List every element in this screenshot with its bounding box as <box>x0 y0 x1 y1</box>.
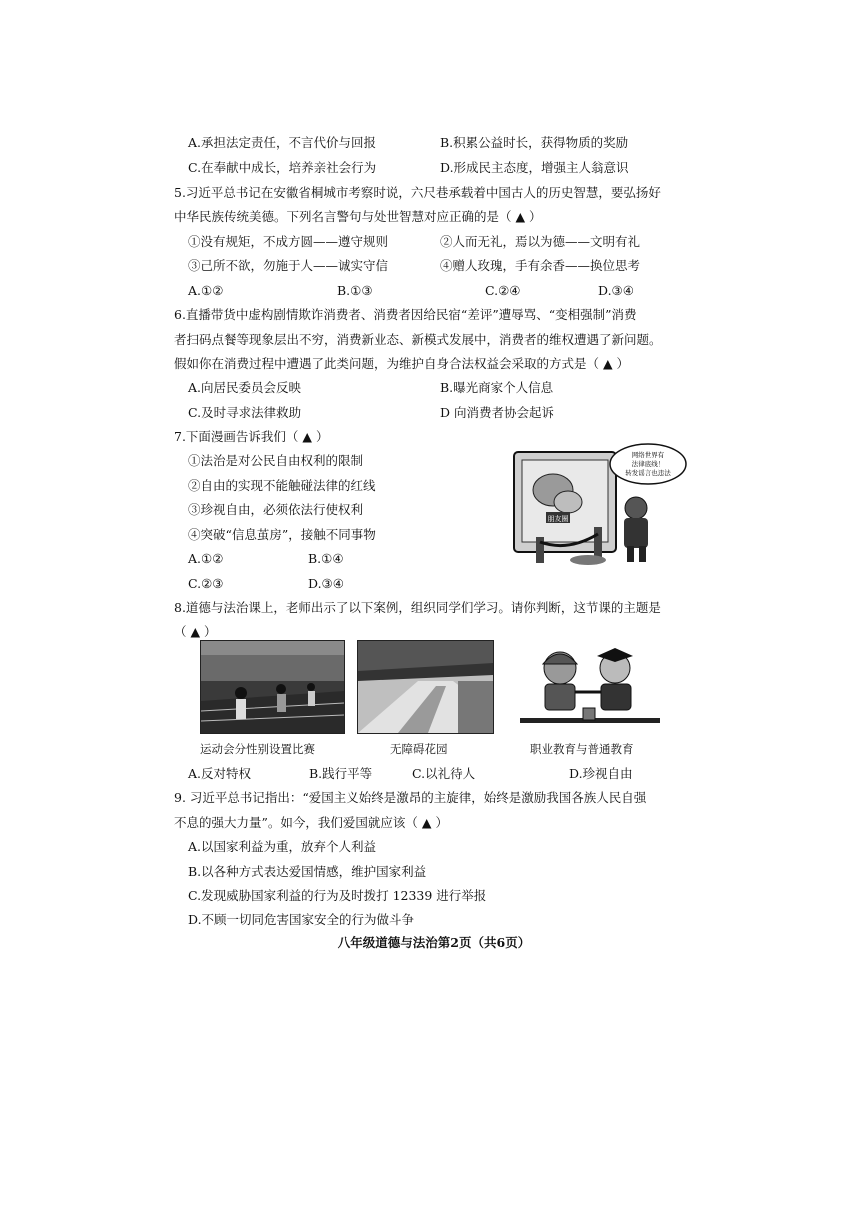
q6-option-a: A.向居民委员会反映 <box>188 380 302 395</box>
q7-statement-1: ①法治是对公民自由权利的限制 <box>188 453 364 468</box>
bubble-line-1: 网络世界有 <box>631 451 665 459</box>
q7-option-a: A.①② <box>188 551 224 566</box>
q8-stem-line1: 8.道德与法治课上，老师出示了以下案例，组织同学们学习。请你判断，这节课的主题是 <box>174 600 661 615</box>
q5-statement-3: ③己所不欲，勿施于人——诚实守信 <box>188 258 389 273</box>
q9-stem-line1: 9. 习近平总书记指出：“爱国主义始终是激昂的主旋律，始终是激励我国各族人民自强 <box>174 790 647 805</box>
education-cartoon-graphic <box>515 640 665 732</box>
page-footer: 八年级道德与法治第2页（共6页） <box>337 935 531 950</box>
q5-option-c: C.②④ <box>485 283 521 298</box>
q6-option-c: C.及时寻求法律救助 <box>188 405 302 420</box>
q8-stem-line2: （ ▲ ） <box>174 624 217 639</box>
q9-option-c: C.发现威胁国家利益的行为及时拨打 12339 进行举报 <box>188 888 487 903</box>
q9-option-b: B.以各种方式表达爱国情感，维护国家利益 <box>188 864 427 879</box>
q5-stem-line2: 中华民族传统美德。下列名言警句与处世智慧对应正确的是（ ▲ ） <box>174 209 542 224</box>
q7-cartoon <box>508 442 688 572</box>
cartoon-education <box>515 640 665 732</box>
barrier-post-left <box>536 537 544 563</box>
photo-sports-meet <box>200 640 345 734</box>
caption-sports-meet: 运动会分性别设置比赛 <box>200 742 315 756</box>
police-leg-right <box>639 546 646 562</box>
garden-photo-graphic <box>358 641 493 733</box>
q5-statement-1: ①没有规矩，不成方圆——遵守规则 <box>188 234 389 249</box>
q8-option-c: C.以礼待人 <box>412 766 476 781</box>
q7-option-c: C.②③ <box>188 576 224 591</box>
bubble-line-3: 转发谣言也违法 <box>625 469 671 477</box>
q9-stem-line2: 不息的强大力量”。如今，我们爱国就应该（ ▲ ） <box>174 815 448 830</box>
ground-shadow <box>570 555 606 565</box>
q4-option-b: B.积累公益时长，获得物质的奖励 <box>440 135 629 150</box>
q6-stem-line3: 假如你在消费过程中遭遇了此类问题，为维护自身合法权益会采取的方式是（ ▲ ） <box>174 356 630 371</box>
bubble-line-2: 法律底线！ <box>631 460 665 468</box>
photo-barrier-free-garden <box>357 640 494 734</box>
q5-option-a: A.①② <box>188 283 224 298</box>
q7-option-b: B.①④ <box>308 551 344 566</box>
q4-option-c: C.在奉献中成长，培养亲社会行为 <box>188 160 377 175</box>
police-head <box>625 497 647 519</box>
q5-stem-line1: 5.习近平总书记在安徽省桐城市考察时说，六尺巷承载着中国古人的历史智慧，要弘扬好 <box>174 185 661 200</box>
q5-statement-2: ②人而无礼，焉以为德——文明有礼 <box>440 234 641 249</box>
q4-option-d: D.形成民主态度，增强主人翁意识 <box>440 160 629 175</box>
caption-education: 职业教育与普通教育 <box>530 742 634 756</box>
sports-photo-graphic <box>201 641 344 733</box>
chat-bubble-small-icon <box>554 491 582 513</box>
q7-statement-4: ④突破“信息茧房”，接触不同事物 <box>188 527 376 542</box>
q7-statement-2: ②自由的实现不能触碰法律的红线 <box>188 478 376 493</box>
q4-option-a: A.承担法定责任，不言代价与回报 <box>188 135 377 150</box>
q8-option-d: D.珍视自由 <box>569 766 633 781</box>
police-body <box>624 518 648 548</box>
q6-stem-line2: 者扫码点餐等现象层出不穷，消费新业态、新模式发展中，消费者的维权遭遇了新问题。 <box>174 332 662 347</box>
q7-option-d: D.③④ <box>308 576 344 591</box>
q5-statement-4: ④赠人玫瑰，手有余香——换位思考 <box>440 258 641 273</box>
q6-option-b: B.曝光商家个人信息 <box>440 380 554 395</box>
q9-option-a: A.以国家利益为重，放弃个人利益 <box>188 839 377 854</box>
screen-label: 朋友圈 <box>547 515 569 523</box>
caption-garden: 无障碍花园 <box>390 742 448 756</box>
q5-option-d: D.③④ <box>598 283 634 298</box>
q9-option-d: D.不顾一切同危害国家安全的行为做斗争 <box>188 912 415 927</box>
q5-option-b: B.①③ <box>337 283 373 298</box>
cartoon-illustration <box>508 442 688 572</box>
q7-statement-3: ③珍视自由，必须依法行使权利 <box>188 502 364 517</box>
q8-option-b: B.践行平等 <box>309 766 373 781</box>
q7-stem: 7.下面漫画告诉我们（ ▲ ） <box>174 429 329 444</box>
q6-stem-line1: 6.直播带货中虚构剧情欺诈消费者、消费者因给民宿“差评”遭辱骂、“变相强制”消费 <box>174 307 637 322</box>
police-leg-left <box>627 546 634 562</box>
q8-option-a: A.反对特权 <box>188 766 252 781</box>
q6-option-d: D 向消费者协会起诉 <box>440 405 554 420</box>
